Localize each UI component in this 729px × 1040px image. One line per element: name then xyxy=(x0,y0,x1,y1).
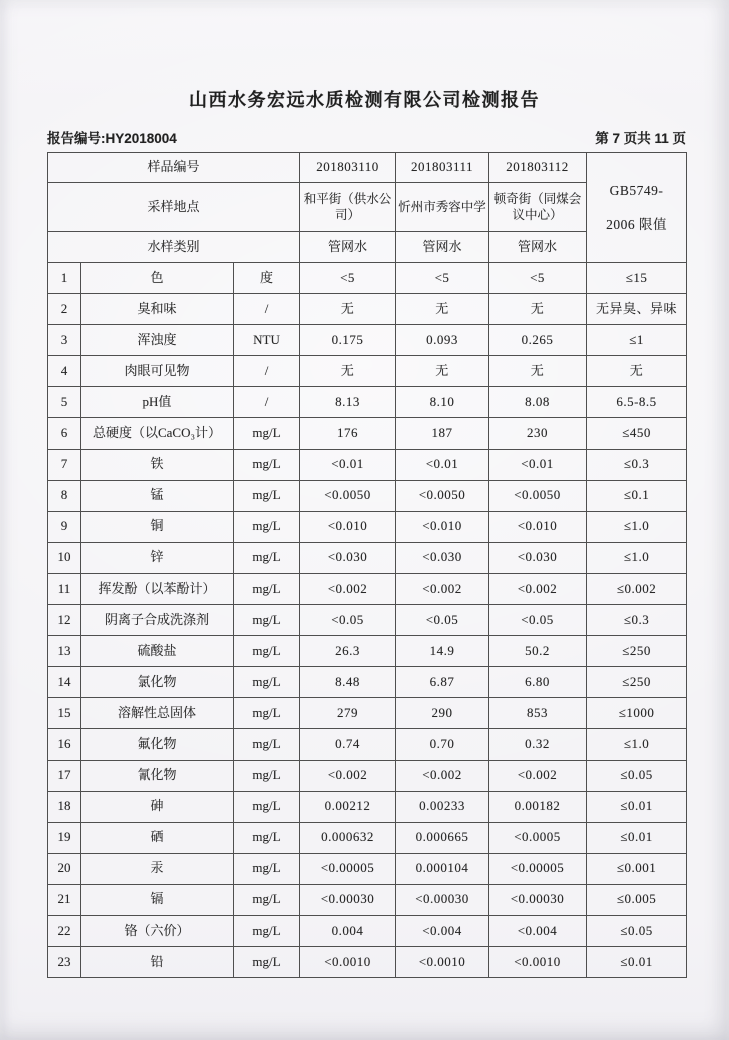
value-cell-sample3: <0.00030 xyxy=(489,884,587,915)
value-cell-sample1: 8.13 xyxy=(300,387,396,418)
limit-cell: ≤1.0 xyxy=(587,729,687,760)
value-cell-sample2: 0.70 xyxy=(396,729,489,760)
limit-cell: ≤250 xyxy=(587,636,687,667)
limit-cell: ≤0.05 xyxy=(587,915,687,946)
parameter-cell: 硫酸盐 xyxy=(81,636,234,667)
row-number-cell: 23 xyxy=(48,947,81,978)
limit-cell: ≤0.1 xyxy=(587,480,687,511)
limit-cell: ≤1000 xyxy=(587,698,687,729)
sampling-location-cell: 忻州市秀容中学 xyxy=(396,183,489,232)
table-row xyxy=(48,698,687,729)
value-cell-sample2: <0.0010 xyxy=(396,947,489,978)
limit-standard-header-cell xyxy=(587,153,687,263)
unit-cell: mg/L xyxy=(234,573,300,604)
unit-cell: mg/L xyxy=(234,605,300,636)
limit-cell: ≤0.3 xyxy=(587,605,687,636)
parameter-cell: pH值 xyxy=(81,387,234,418)
unit-cell: / xyxy=(234,356,300,387)
water-type-cell: 管网水 xyxy=(300,232,396,263)
unit-cell: / xyxy=(234,294,300,325)
limit-cell: ≤0.3 xyxy=(587,449,687,480)
sample-id-cell: 201803111 xyxy=(396,153,489,183)
header-row-sample-ids xyxy=(48,153,687,183)
value-cell-sample3: 0.265 xyxy=(489,325,587,356)
value-cell-sample3: 0.32 xyxy=(489,729,587,760)
value-cell-sample2: <0.010 xyxy=(396,511,489,542)
unit-cell: mg/L xyxy=(234,480,300,511)
parameter-cell: 挥发酚（以苯酚计） xyxy=(81,573,234,604)
row-number-cell: 11 xyxy=(48,573,81,604)
unit-cell: mg/L xyxy=(234,853,300,884)
water-type-cell: 管网水 xyxy=(396,232,489,263)
page-indicator: 第 7 页共 11 页 xyxy=(595,131,686,146)
table-row xyxy=(48,667,687,698)
limit-cell: 无异臭、异味 xyxy=(587,294,687,325)
parameter-cell: 溶解性总固体 xyxy=(81,698,234,729)
value-cell-sample2: 6.87 xyxy=(396,667,489,698)
row-number-cell: 17 xyxy=(48,760,81,791)
value-cell-sample2: 0.093 xyxy=(396,325,489,356)
unit-cell: mg/L xyxy=(234,511,300,542)
row-number-cell: 5 xyxy=(48,387,81,418)
row-number-cell: 6 xyxy=(48,418,81,449)
results-tbody xyxy=(48,263,687,978)
table-row xyxy=(48,449,687,480)
value-cell-sample1: 0.74 xyxy=(300,729,396,760)
limit-cell: ≤15 xyxy=(587,263,687,294)
parameter-cell: 铁 xyxy=(81,449,234,480)
unit-cell: mg/L xyxy=(234,791,300,822)
water-type-label-cell: 水样类别 xyxy=(48,232,300,263)
row-number-cell: 4 xyxy=(48,356,81,387)
parameter-cell: 锌 xyxy=(81,542,234,573)
row-number-cell: 15 xyxy=(48,698,81,729)
table-row xyxy=(48,573,687,604)
value-cell-sample3: 230 xyxy=(489,418,587,449)
row-number-cell: 14 xyxy=(48,667,81,698)
unit-cell: mg/L xyxy=(234,698,300,729)
table-row xyxy=(48,418,687,449)
value-cell-sample2: 0.000104 xyxy=(396,853,489,884)
parameter-cell: 铬（六价） xyxy=(81,915,234,946)
sample-id-cell: 201803112 xyxy=(489,153,587,183)
parameter-cell: 色 xyxy=(81,263,234,294)
limit-cell: ≤0.05 xyxy=(587,760,687,791)
value-cell-sample1: 0.000632 xyxy=(300,822,396,853)
table-row xyxy=(48,356,687,387)
value-cell-sample3: <0.010 xyxy=(489,511,587,542)
table-row xyxy=(48,729,687,760)
parameter-cell: 氯化物 xyxy=(81,667,234,698)
value-cell-sample1: <0.01 xyxy=(300,449,396,480)
value-cell-sample3: <0.0005 xyxy=(489,822,587,853)
value-cell-sample2: 0.00233 xyxy=(396,791,489,822)
report-number: 报告编号:HY2018004 xyxy=(47,131,177,146)
value-cell-sample2: <0.030 xyxy=(396,542,489,573)
limit-cell: ≤250 xyxy=(587,667,687,698)
value-cell-sample1: 279 xyxy=(300,698,396,729)
value-cell-sample2: 290 xyxy=(396,698,489,729)
limit-cell: ≤1 xyxy=(587,325,687,356)
parameter-cell: 硒 xyxy=(81,822,234,853)
unit-cell: / xyxy=(234,387,300,418)
value-cell-sample1: 无 xyxy=(300,356,396,387)
row-number-cell: 20 xyxy=(48,853,81,884)
report-meta-row xyxy=(47,127,686,147)
value-cell-sample2: <0.01 xyxy=(396,449,489,480)
value-cell-sample3: <5 xyxy=(489,263,587,294)
unit-cell: NTU xyxy=(234,325,300,356)
limit-cell: 无 xyxy=(587,356,687,387)
page-title: 山西水务宏远水质检测有限公司检测报告 xyxy=(189,90,540,110)
table-row xyxy=(48,884,687,915)
row-number-cell: 16 xyxy=(48,729,81,760)
table-row xyxy=(48,605,687,636)
unit-cell: mg/L xyxy=(234,947,300,978)
row-number-cell: 2 xyxy=(48,294,81,325)
row-number-cell: 22 xyxy=(48,915,81,946)
value-cell-sample1: 176 xyxy=(300,418,396,449)
table-row xyxy=(48,760,687,791)
row-number-cell: 10 xyxy=(48,542,81,573)
parameter-cell: 铜 xyxy=(81,511,234,542)
value-cell-sample1: <0.010 xyxy=(300,511,396,542)
unit-cell: mg/L xyxy=(234,915,300,946)
value-cell-sample3: <0.05 xyxy=(489,605,587,636)
limit-cell: ≤0.01 xyxy=(587,822,687,853)
parameter-cell: 砷 xyxy=(81,791,234,822)
table-row xyxy=(48,822,687,853)
table-row xyxy=(48,387,687,418)
value-cell-sample1: <0.002 xyxy=(300,573,396,604)
table-row xyxy=(48,325,687,356)
value-cell-sample1: <0.00030 xyxy=(300,884,396,915)
value-cell-sample2: 187 xyxy=(396,418,489,449)
parameter-cell: 总硬度（以CaCO₃计） xyxy=(81,418,234,449)
limit-standard-line2: 2006 限值 xyxy=(606,216,667,232)
parameter-cell: 肉眼可见物 xyxy=(81,356,234,387)
value-cell-sample3: 50.2 xyxy=(489,636,587,667)
value-cell-sample3: <0.002 xyxy=(489,760,587,791)
table-row xyxy=(48,263,687,294)
value-cell-sample1: 0.175 xyxy=(300,325,396,356)
results-table-header xyxy=(48,153,687,263)
unit-cell: mg/L xyxy=(234,729,300,760)
table-row xyxy=(48,915,687,946)
water-type-cell: 管网水 xyxy=(489,232,587,263)
value-cell-sample2: <0.002 xyxy=(396,573,489,604)
parameter-cell: 镉 xyxy=(81,884,234,915)
value-cell-sample3: <0.00005 xyxy=(489,853,587,884)
parameter-cell: 锰 xyxy=(81,480,234,511)
value-cell-sample1: <0.0010 xyxy=(300,947,396,978)
table-row xyxy=(48,511,687,542)
row-number-cell: 12 xyxy=(48,605,81,636)
table-row xyxy=(48,791,687,822)
unit-cell: mg/L xyxy=(234,760,300,791)
limit-cell: ≤1.0 xyxy=(587,511,687,542)
value-cell-sample3: 0.00182 xyxy=(489,791,587,822)
value-cell-sample1: <0.002 xyxy=(300,760,396,791)
unit-cell: mg/L xyxy=(234,636,300,667)
unit-cell: mg/L xyxy=(234,449,300,480)
value-cell-sample3: <0.01 xyxy=(489,449,587,480)
row-number-cell: 13 xyxy=(48,636,81,667)
value-cell-sample1: <5 xyxy=(300,263,396,294)
value-cell-sample1: 26.3 xyxy=(300,636,396,667)
row-number-cell: 9 xyxy=(48,511,81,542)
value-cell-sample3: <0.0010 xyxy=(489,947,587,978)
value-cell-sample1: 0.004 xyxy=(300,915,396,946)
limit-cell: ≤1.0 xyxy=(587,542,687,573)
value-cell-sample1: <0.00005 xyxy=(300,853,396,884)
value-cell-sample2: <0.05 xyxy=(396,605,489,636)
parameter-cell: 氰化物 xyxy=(81,760,234,791)
value-cell-sample2: 0.000665 xyxy=(396,822,489,853)
value-cell-sample2: 14.9 xyxy=(396,636,489,667)
value-cell-sample2: <0.002 xyxy=(396,760,489,791)
unit-cell: mg/L xyxy=(234,418,300,449)
value-cell-sample1: 无 xyxy=(300,294,396,325)
value-cell-sample3: <0.0050 xyxy=(489,480,587,511)
row-number-cell: 1 xyxy=(48,263,81,294)
value-cell-sample1: <0.030 xyxy=(300,542,396,573)
value-cell-sample1: <0.05 xyxy=(300,605,396,636)
value-cell-sample2: 8.10 xyxy=(396,387,489,418)
sampling-location-label-cell: 采样地点 xyxy=(48,183,300,232)
sample-id-label-cell: 样品编号 xyxy=(48,153,300,183)
results-table xyxy=(47,152,687,978)
value-cell-sample3: <0.004 xyxy=(489,915,587,946)
value-cell-sample2: <0.0050 xyxy=(396,480,489,511)
parameter-cell: 臭和味 xyxy=(81,294,234,325)
parameter-cell: 汞 xyxy=(81,853,234,884)
row-number-cell: 21 xyxy=(48,884,81,915)
limit-cell: 6.5-8.5 xyxy=(587,387,687,418)
value-cell-sample3: 无 xyxy=(489,356,587,387)
value-cell-sample2: <5 xyxy=(396,263,489,294)
value-cell-sample3: 无 xyxy=(489,294,587,325)
parameter-cell: 氟化物 xyxy=(81,729,234,760)
table-row xyxy=(48,853,687,884)
value-cell-sample2: <0.004 xyxy=(396,915,489,946)
limit-cell: ≤0.01 xyxy=(587,947,687,978)
value-cell-sample1: 0.00212 xyxy=(300,791,396,822)
value-cell-sample3: <0.002 xyxy=(489,573,587,604)
limit-cell: ≤0.005 xyxy=(587,884,687,915)
row-number-cell: 3 xyxy=(48,325,81,356)
unit-cell: mg/L xyxy=(234,822,300,853)
value-cell-sample3: <0.030 xyxy=(489,542,587,573)
value-cell-sample2: <0.00030 xyxy=(396,884,489,915)
unit-cell: 度 xyxy=(234,263,300,294)
row-number-cell: 8 xyxy=(48,480,81,511)
parameter-cell: 浑浊度 xyxy=(81,325,234,356)
parameter-cell: 阴离子合成洗涤剂 xyxy=(81,605,234,636)
value-cell-sample1: 8.48 xyxy=(300,667,396,698)
value-cell-sample2: 无 xyxy=(396,356,489,387)
table-row xyxy=(48,480,687,511)
limit-cell: ≤0.001 xyxy=(587,853,687,884)
row-number-cell: 19 xyxy=(48,822,81,853)
limit-cell: ≤0.002 xyxy=(587,573,687,604)
limit-standard-line1: GB5749- xyxy=(609,182,664,198)
limit-cell: ≤450 xyxy=(587,418,687,449)
sample-id-cell: 201803110 xyxy=(300,153,396,183)
sampling-location-cell: 和平街（供水公司） xyxy=(300,183,396,232)
parameter-cell: 铅 xyxy=(81,947,234,978)
value-cell-sample2: 无 xyxy=(396,294,489,325)
row-number-cell: 7 xyxy=(48,449,81,480)
table-row xyxy=(48,542,687,573)
row-number-cell: 18 xyxy=(48,791,81,822)
value-cell-sample3: 6.80 xyxy=(489,667,587,698)
value-cell-sample1: <0.0050 xyxy=(300,480,396,511)
unit-cell: mg/L xyxy=(234,884,300,915)
table-row xyxy=(48,636,687,667)
unit-cell: mg/L xyxy=(234,542,300,573)
value-cell-sample3: 8.08 xyxy=(489,387,587,418)
table-row xyxy=(48,294,687,325)
table-row xyxy=(48,947,687,978)
unit-cell: mg/L xyxy=(234,667,300,698)
value-cell-sample3: 853 xyxy=(489,698,587,729)
sampling-location-cell: 顿奇街（同煤会议中心） xyxy=(489,183,587,232)
limit-cell: ≤0.01 xyxy=(587,791,687,822)
